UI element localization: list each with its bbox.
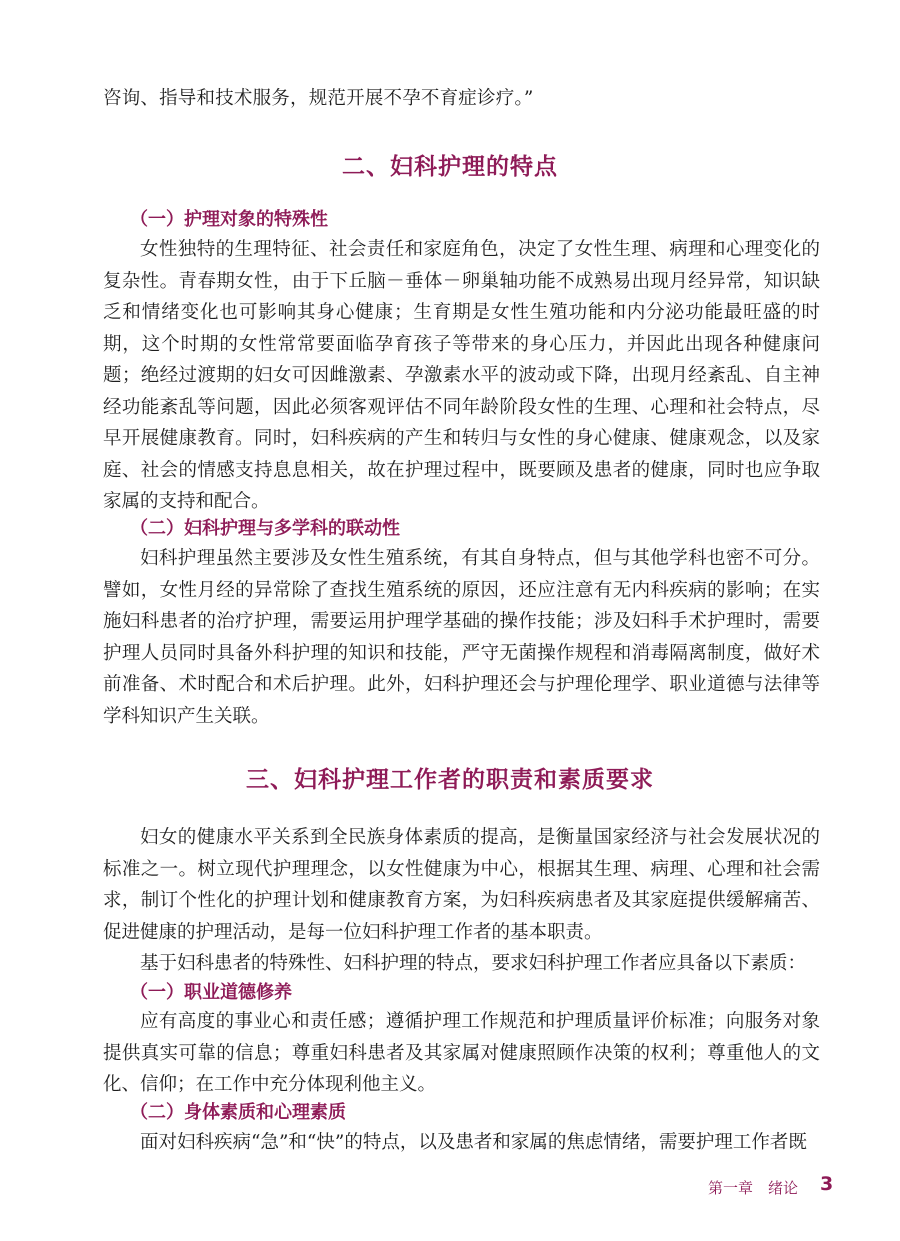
section-3-subtitle-2: （二）身体素质和心理素质 <box>130 1102 346 1123</box>
section-3-subtitle-1: （一）职业道德修养 <box>130 982 292 1003</box>
section-2-subtitle-2: （二）妇科护理与多学科的联动性 <box>130 518 400 539</box>
section-2-subtitle-1: （一）护理对象的特殊性 <box>130 209 328 230</box>
page-number: 3 <box>820 1173 834 1195</box>
lead-paragraph: 咨询、指导和技术服务，规范开展不孕不育症诊疗。” <box>103 88 534 109</box>
section-2-paragraph-1: 女性独特的生理特征、社会责任和家庭角色，决定了女性生理、病理和心理变化的复杂性。青春期女性，由于下丘脑－垂体－卵巢轴功能不成熟易出现月经异常，知识缺乏和情绪变化也可影响其身心健康；生育期是女性生殖功能和内分泌功能最旺盛的时期，这个时期的女性常常要面临孕育孩子等带来的身心压力，并因此出现各种健康问题；绝经过渡期的妇女可因雌激素、孕激素水平的波动或下降，出现月经紊乱、自主神经功能紊乱等问题，因此必须客观评估不同年龄阶段女性的生理、心理和社会特点，尽早开展健康教育。同时，妇科疾病的产生和转归与女性的身心健康、健康观念，以及家庭、社会的情感支持息息相关，故在护理过程中，既要顾及患者的健康，同时也应争取家属的支持和配合。 <box>103 239 820 512</box>
section-3-paragraph-1: 应有高度的事业心和责任感；遵循护理工作规范和护理质量评价标准；向服务对象提供真实可靠的信息；尊重妇科患者及其家属对健康照顾作决策的权利；尊重他人的文化、信仰；在工作中充分体现利他主义。 <box>103 1011 820 1095</box>
footer-chapter-label: 第一章 绪论 <box>708 1179 799 1197</box>
section-2-title: 二、妇科护理的特点 <box>342 154 558 180</box>
section-3-intro-paragraph: 妇女的健康水平关系到全民族身体素质的提高，是衡量国家经济与社会发展状况的标准之一。树立现代护理理念，以女性健康为中心，根据其生理、病理、心理和社会需求，制订个性化的护理计划和健康教育方案，为妇科疾病患者及其家庭提供缓解痛苦、促进健康的护理活动，是每一位妇科护理工作者的基本职责。 <box>103 827 820 943</box>
section-2-paragraph-2: 妇科护理虽然主要涉及女性生殖系统，有其自身特点，但与其他学科也密不可分。譬如，女性月经的异常除了查找生殖系统的原因，还应注意有无内科疾病的影响；在实施妇科患者的治疗护理，需要运用护理学基础的操作技能；涉及妇科手术护理时，需要护理人员同时具备外科护理的知识和技能，严守无菌操作规程和消毒隔离制度，做好术前准备、术时配合和术后护理。此外，妇科护理还会与护理伦理学、职业道德与法律等学科知识产生关联。 <box>103 548 820 727</box>
section-3-intro-paragraph-2: 基于妇科患者的特殊性、妇科护理的特点，要求妇科护理工作者应具备以下素质： <box>140 953 807 974</box>
section-3-paragraph-2: 面对妇科疾病“急”和“快”的特点，以及患者和家属的焦虑情绪，需要护理工作者既 <box>140 1132 807 1153</box>
section-3-title: 三、妇科护理工作者的职责和素质要求 <box>246 767 654 793</box>
